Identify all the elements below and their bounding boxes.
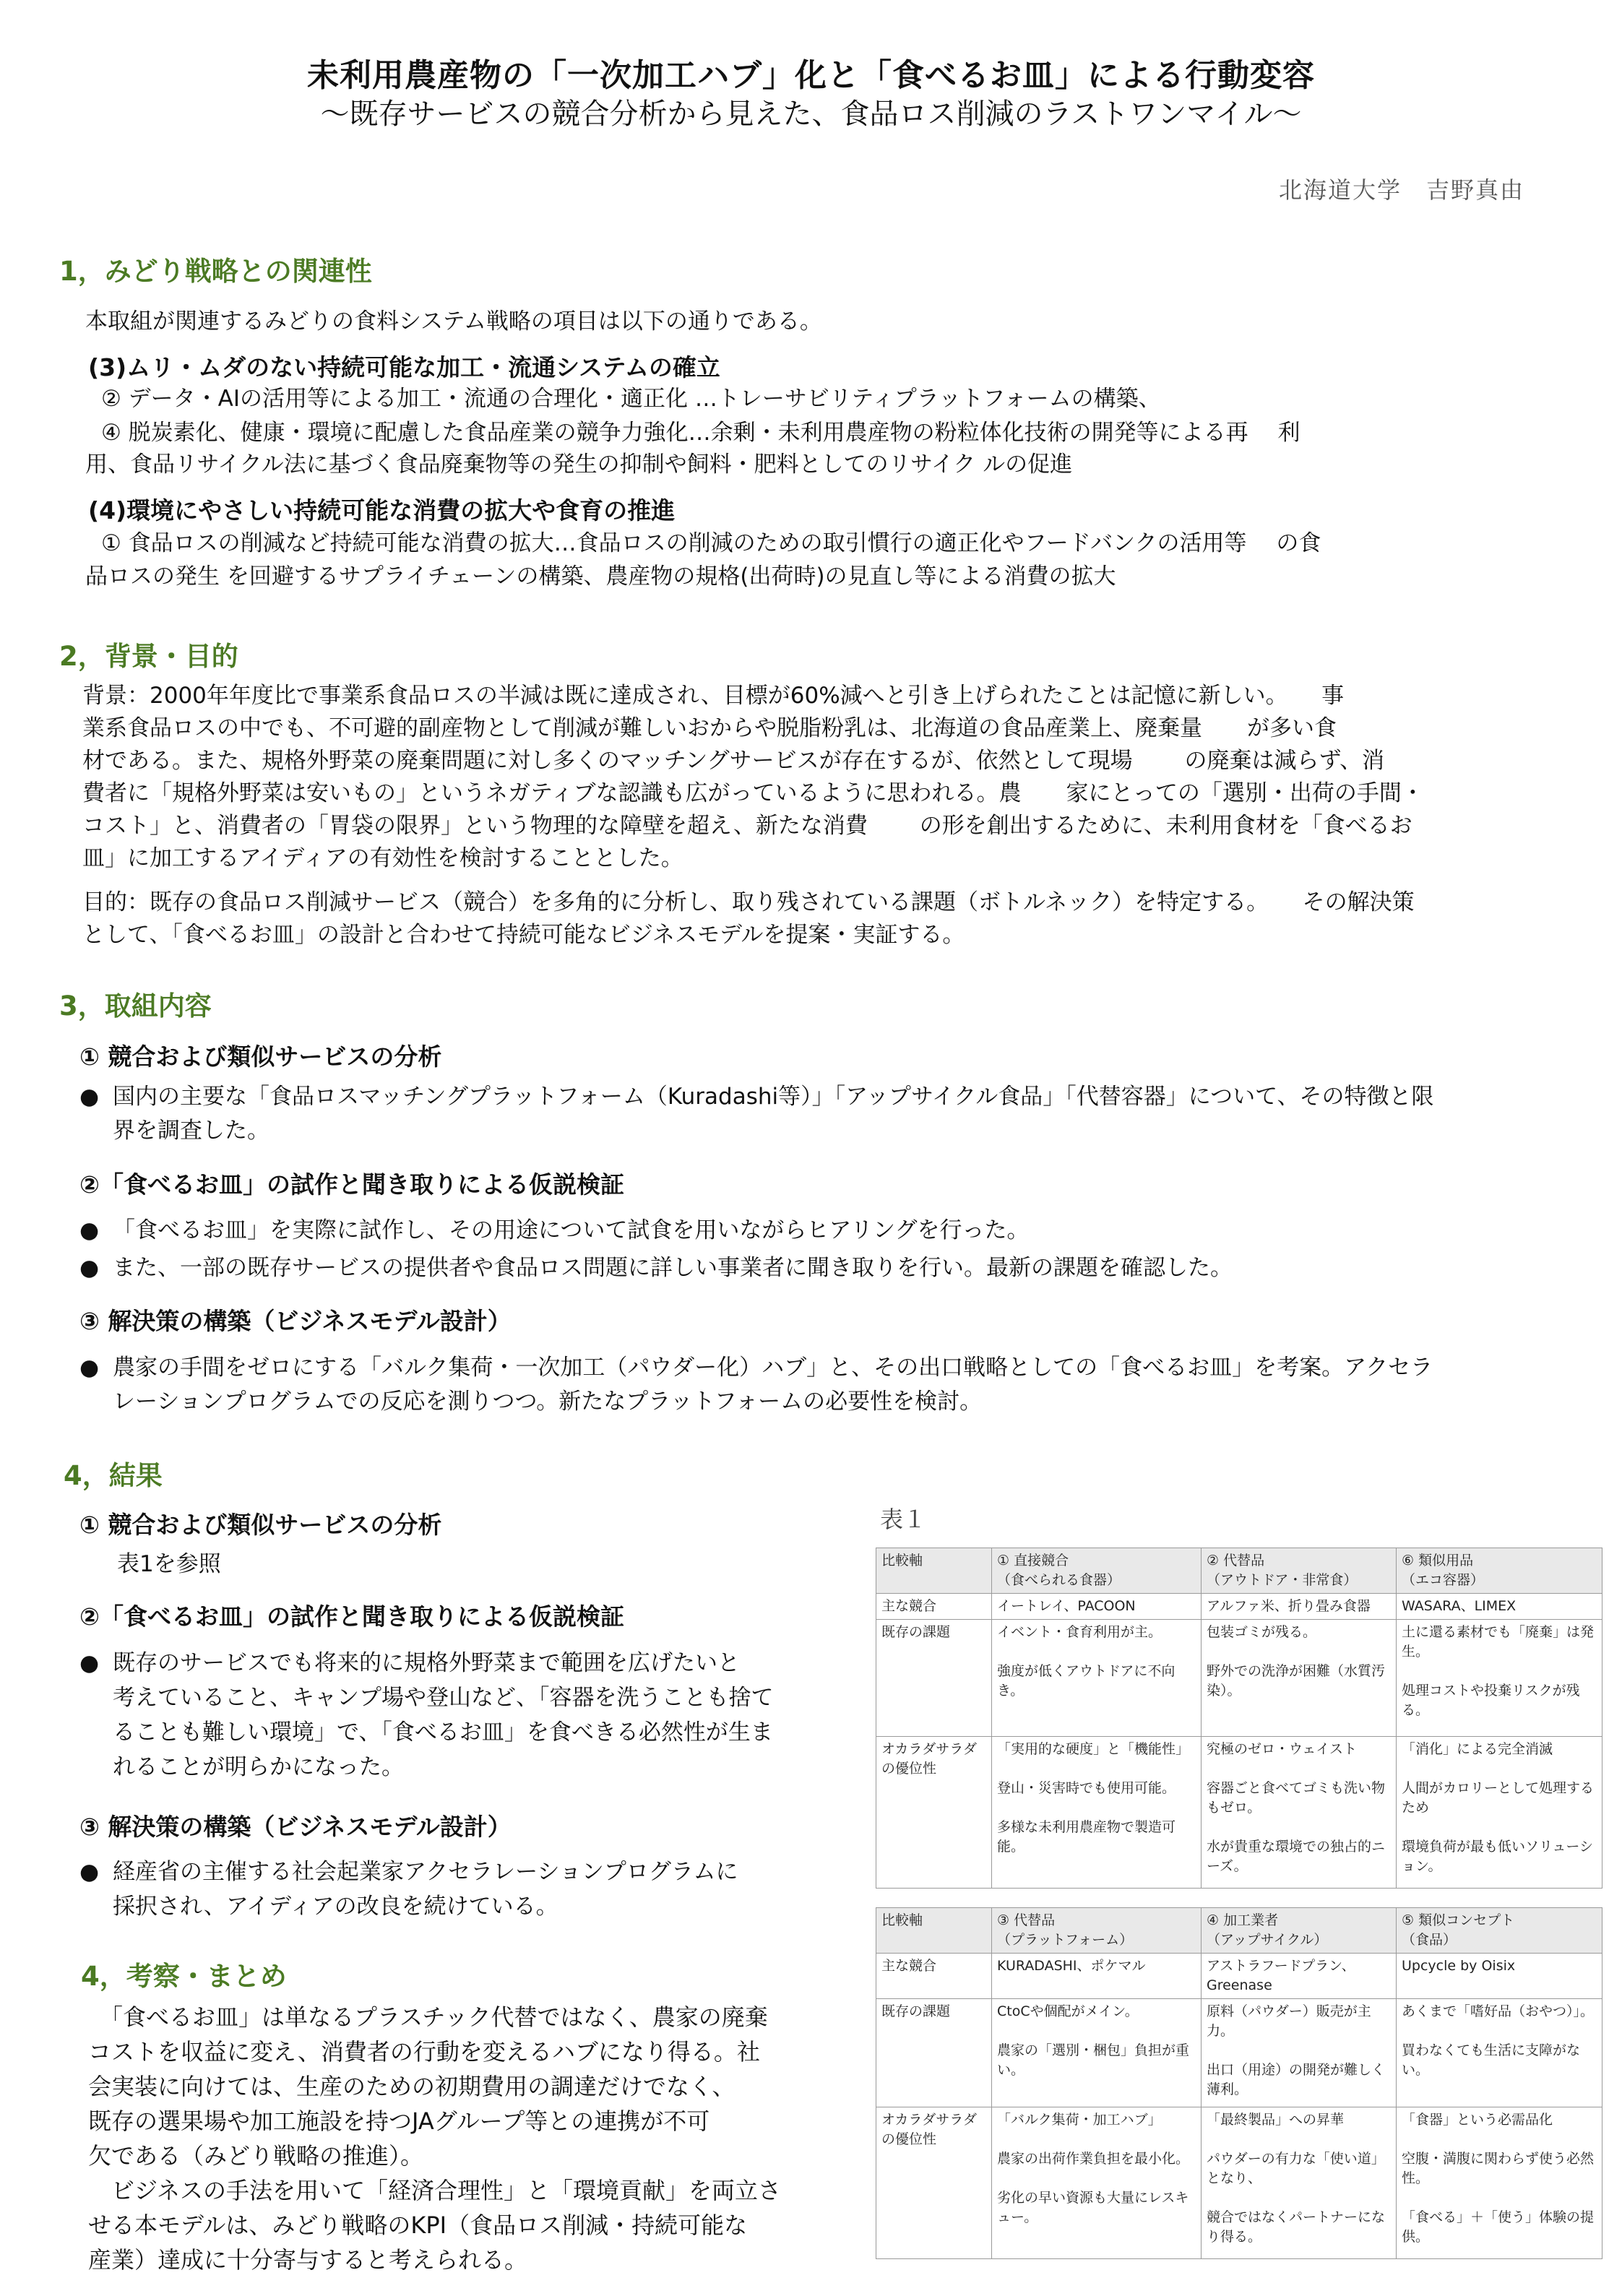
conclusion-paragraph [88,2000,781,2277]
background-line-6: 皿」に加工するアイディアの有効性を検討することとした。 [82,845,683,871]
table-cell: 「食器」という必需品化 空腹・満腹に関わらず使う必然性。 「食べる」＋「使う」体験の提供。 [1397,2107,1602,2259]
table-header-cell: ⑥ 類似用品 （エコ容器） [1397,1548,1602,1594]
table-cell: イートレイ、PACOON [992,1594,1202,1620]
section-1-intro: 本取組が関連するみどりの食料システム戦略の項目は以下の通りである。 [85,308,822,335]
section-4-sub1: ① 競合および類似サービスの分析 [79,1511,442,1539]
section-1-item3-line2a: ④ 脱炭素化、健康・環境に配慮した食品産業の競争力強化…余剰・未利用農産物の粉粒体化技術の開発等による再 利 [101,420,1300,446]
table-row [876,1737,1602,1889]
conclusion-line: せる本モデルは、みどり戦略のKPI（食品ロス削減・持続可能な [88,2211,748,2239]
bullet-text: 農家の手間をゼロにする「バルク集荷・一次加工（パウダー化）ハブ」と、その出口戦略としての「食べるお皿」を考案。アクセラ [113,1355,1433,1381]
table-row [876,2107,1602,2259]
bullet-text: 国内の主要な「食品ロスマッチングプラットフォーム（Kuradashi等）」「アップサイクル食品」「代替容器」について、その特徴と限 [113,1084,1434,1110]
table-cell: オカラダサラダの優位性 [876,1737,992,1889]
conclusion-line: ビジネスの手法を用いて「経済合理性」と「環境貢献」を両立さ [88,2177,782,2204]
bullet-line: 既存のサービスでも将来的に規格外野菜まで範囲を広げたいと [113,1650,740,1676]
table-cell: 「実用的な硬度」と「機能性」 登山・災害時でも使用可能。 多様な未利用農産物で製造可能。 [992,1737,1202,1889]
bullet-text: また、一部の既存サービスの提供者や食品ロス問題に詳しい事業者に聞き取りを行い。最新の課題を確認した。 [113,1255,1233,1281]
table-cell: KURADASHI、ポケマル [992,1954,1202,1999]
section-1-item4-title: (4)環境にやさしい持続可能な消費の拡大や食育の推進 [88,496,676,525]
comparison-table-2 [876,1907,1602,2259]
background-line-5: コスト」と、消費者の「胃袋の限界」という物理的な障壁を超え、新たな消費 の形を創出するために、未利用食材を「食べるお [82,813,1412,839]
bullet-dot: ● [79,1859,100,1885]
bullet-line: ることも難しい環境」で、「食べるお皿」を食べきる必然性が生ま [113,1719,773,1745]
background-line-4: 費者に「規格外野菜は安いもの」というネガティブな認識も広がっているように思われる。農 家にとっての「選別・出荷の手間・ [82,780,1424,806]
table-cell: アルファ米、折り畳み食器 [1202,1594,1397,1620]
section-5-heading: 4，考察・まとめ [81,1961,287,1992]
section-3-bullet-2 [79,1214,1030,1248]
conclusion-line: 産業）達成に十分寄与すると考えられる。 [88,2246,528,2274]
table-cell: 既存の課題 [876,1999,992,2107]
table-header-row [876,1548,1602,1594]
section-3-bullet-1 [79,1080,1434,1148]
table-header-cell: 比較軸 [876,1908,992,1954]
table-header-cell: ② 代替品 （アウトドア・非常食） [1202,1548,1397,1594]
purpose-line-1: 目的：既存の食品ロス削減サービス（競合）を多角的に分析し、取り残されている課題（ボトルネック）を特定する。 その解決策 [82,889,1415,915]
table-header-cell: ④ 加工業者 （アップサイクル） [1202,1908,1397,1954]
bullet-line: 採択され、アイディアの改良を続けている。 [113,1894,558,1920]
bullet-dot: ● [79,1255,100,1281]
bullet-line: れることが明らかになった。 [113,1754,404,1780]
section-3-sub1: ① 競合および類似サービスの分析 [79,1043,442,1071]
section-4-bullet-2 [79,1855,738,1924]
background-line-1: 背景：2000年年度比で事業系食品ロスの半減は既に達成され、目標が60%減へと引き上げられたことは記憶に新しい。 事 [82,683,1345,709]
table-header-cell: 比較軸 [876,1548,992,1594]
bullet-line: 考えていること、キャンプ場や登山など、「容器を洗うことも捨て [113,1685,774,1711]
bullet-dot: ● [79,1355,100,1381]
section-1-item4-line1b: 品ロスの発生 を回避するサプライチェーンの構築、農産物の規格(出荷時)の見直し等による消費の拡大 [85,564,1116,590]
author: 北海道大学 吉野真由 [1278,176,1524,204]
section-1-item3-line2b: 用、食品リサイクル法に基づく食品廃棄物等の発生の抑制や飼料・肥料としてのリサイク ルの促進 [85,452,1073,478]
conclusion-line: コストを収益に変え、消費者の行動を変えるハブになり得る。社 [88,2038,760,2066]
conclusion-line: 欠である（みどり戦略の推進）。 [88,2142,424,2170]
table-cell: アストラフードプラン、Greenase [1202,1954,1397,1999]
table-cell: 主な競合 [876,1594,992,1620]
table-header-cell: ⑤ 類似コンセプト （食品） [1397,1908,1602,1954]
comparison-table-1 [876,1548,1602,1889]
bullet-text: 「食べるお皿」を実際に試作し、その用途について試食を用いながらヒアリングを行った。 [113,1217,1030,1243]
table-cell: Upcycle by Oisix [1397,1954,1602,1999]
table-row [876,1954,1602,1999]
table-row [876,1999,1602,2107]
purpose-line-2: として、「食べるお皿」の設計と合わせて持続可能なビジネスモデルを提案・実証する。 [82,922,965,948]
bullet-dot: ● [79,1217,100,1243]
table-header-row [876,1908,1602,1954]
section-1-item3-title: (3)ムリ・ムダのない持続可能な加工・流通システムの確立 [88,353,720,381]
table-cell: 「バルク集荷・加工ハブ」 農家の出荷作業負担を最小化。 劣化の早い資源も大量にレスキュー。 [992,2107,1202,2259]
table-cell: 既存の課題 [876,1620,992,1737]
section-2-heading: 2，背景・目的 [59,641,238,672]
section-4-sub2: ②「食べるお皿」の試作と聞き取りによる仮説検証 [79,1602,624,1631]
table-cell: オカラダサラダの優位性 [876,2107,992,2259]
table-cell: あくまで「嗜好品（おやつ）」。 買わなくても生活に支障がない。 [1397,1999,1602,2107]
table-cell: 「最終製品」への昇華 パウダーの有力な「使い道」となり、 競合ではなくパートナーになり得る。 [1202,2107,1397,2259]
table-cell: 包装ゴミが残る。 野外での洗浄が困難（水質汚染）。 [1202,1620,1397,1737]
background-line-2: 業系食品ロスの中でも、不可避的副産物として削減が難しいおからや脱脂粉乳は、北海道の食品産業上、廃棄量 が多い食 [82,715,1337,741]
background-line-3: 材である。また、規格外野菜の廃棄問題に対し多くのマッチングサービスが存在するが、依然として現場 の廃棄は減らず、消 [82,748,1384,774]
table-cell: 土に還る素材でも「廃棄」は発生。 処理コストや投棄リスクが残る。 [1397,1620,1602,1737]
table-header-cell: ③ 代替品 （プラットフォーム） [992,1908,1202,1954]
conclusion-line: 会実装に向けては、生産のための初期費用の調達だけでなく、 [88,2073,735,2100]
conclusion-line: 既存の選果場や加工施設を持つJAグループ等との連携が不可 [88,2107,710,2135]
section-1-item3-line1: ② データ・AIの活用等による加工・流通の合理化・適正化 …トレーサビリティプラットフォームの構築、 [101,386,1161,412]
table-row [876,1594,1602,1620]
section-3-sub2: ②「食べるお皿」の試作と聞き取りによる仮説検証 [79,1170,624,1199]
section-1-item4-line1a: ① 食品ロスの削減など持続可能な消費の拡大…食品ロスの削減のための取引慣行の適正化やフードバンクの活用等 の食 [101,530,1321,556]
table-cell: 「消化」による完全消滅 人間がカロリーとして処理するため 環境負荷が最も低いソリューション。 [1397,1737,1602,1889]
section-4-bullet-1 [79,1646,774,1784]
conclusion-line: 「食べるお皿」は単なるプラスチック代替ではなく、農家の廃棄 [88,2003,768,2031]
table-caption: 表１ [880,1506,927,1533]
table-cell: イベント・食育利用が主。 強度が低くアウトドアに不向き。 [992,1620,1202,1737]
table-header-cell: ① 直接競合 （食べられる食器） [992,1548,1202,1594]
table-cell: 原料（パウダー）販売が主力。 出口（用途）の開発が難しく薄利。 [1202,1999,1397,2107]
table-cell: 究極のゼロ・ウェイスト 容器ごと食べてゴミも洗い物もゼロ。 水が貴重な環境での独占的ニーズ。 [1202,1737,1397,1889]
section-3-sub3: ③ 解決策の構築（ビジネスモデル設計） [79,1307,512,1335]
bullet-text-cont: レーションプログラムでの反応を測りつつ。新たなプラットフォームの必要性を検討。 [113,1389,983,1415]
section-1-heading: 1，みどり戦略との関連性 [59,256,372,287]
section-4-heading: 4，結果 [64,1460,163,1491]
bullet-text-cont: 界を調査した。 [113,1118,269,1144]
section-4-sub3: ③ 解決策の構築（ビジネスモデル設計） [79,1813,512,1841]
bullet-dot: ● [79,1650,100,1676]
poster-title: 未利用農産物の「一次加工ハブ」化と「食べるお皿」による行動変容 [307,57,1315,94]
table-row [876,1620,1602,1737]
table-cell: CtoCや個配がメイン。 農家の「選別・梱包」負担が重い。 [992,1999,1202,2107]
bullet-dot: ● [79,1084,100,1110]
section-3-bullet-4 [79,1351,1433,1419]
section-3-bullet-3 [79,1251,1233,1285]
bullet-line: 経産省の主催する社会起業家アクセラレーションプログラムに [113,1859,738,1885]
section-3-heading: 3，取組内容 [59,991,212,1022]
poster-subtitle: ～既存サービスの競合分析から見えた、食品ロス削減のラストワンマイル～ [320,98,1302,131]
table-cell: WASARA、LIMEX [1397,1594,1602,1620]
table-cell: 主な競合 [876,1954,992,1999]
section-4-table-ref: 表1を参照 [117,1551,221,1577]
